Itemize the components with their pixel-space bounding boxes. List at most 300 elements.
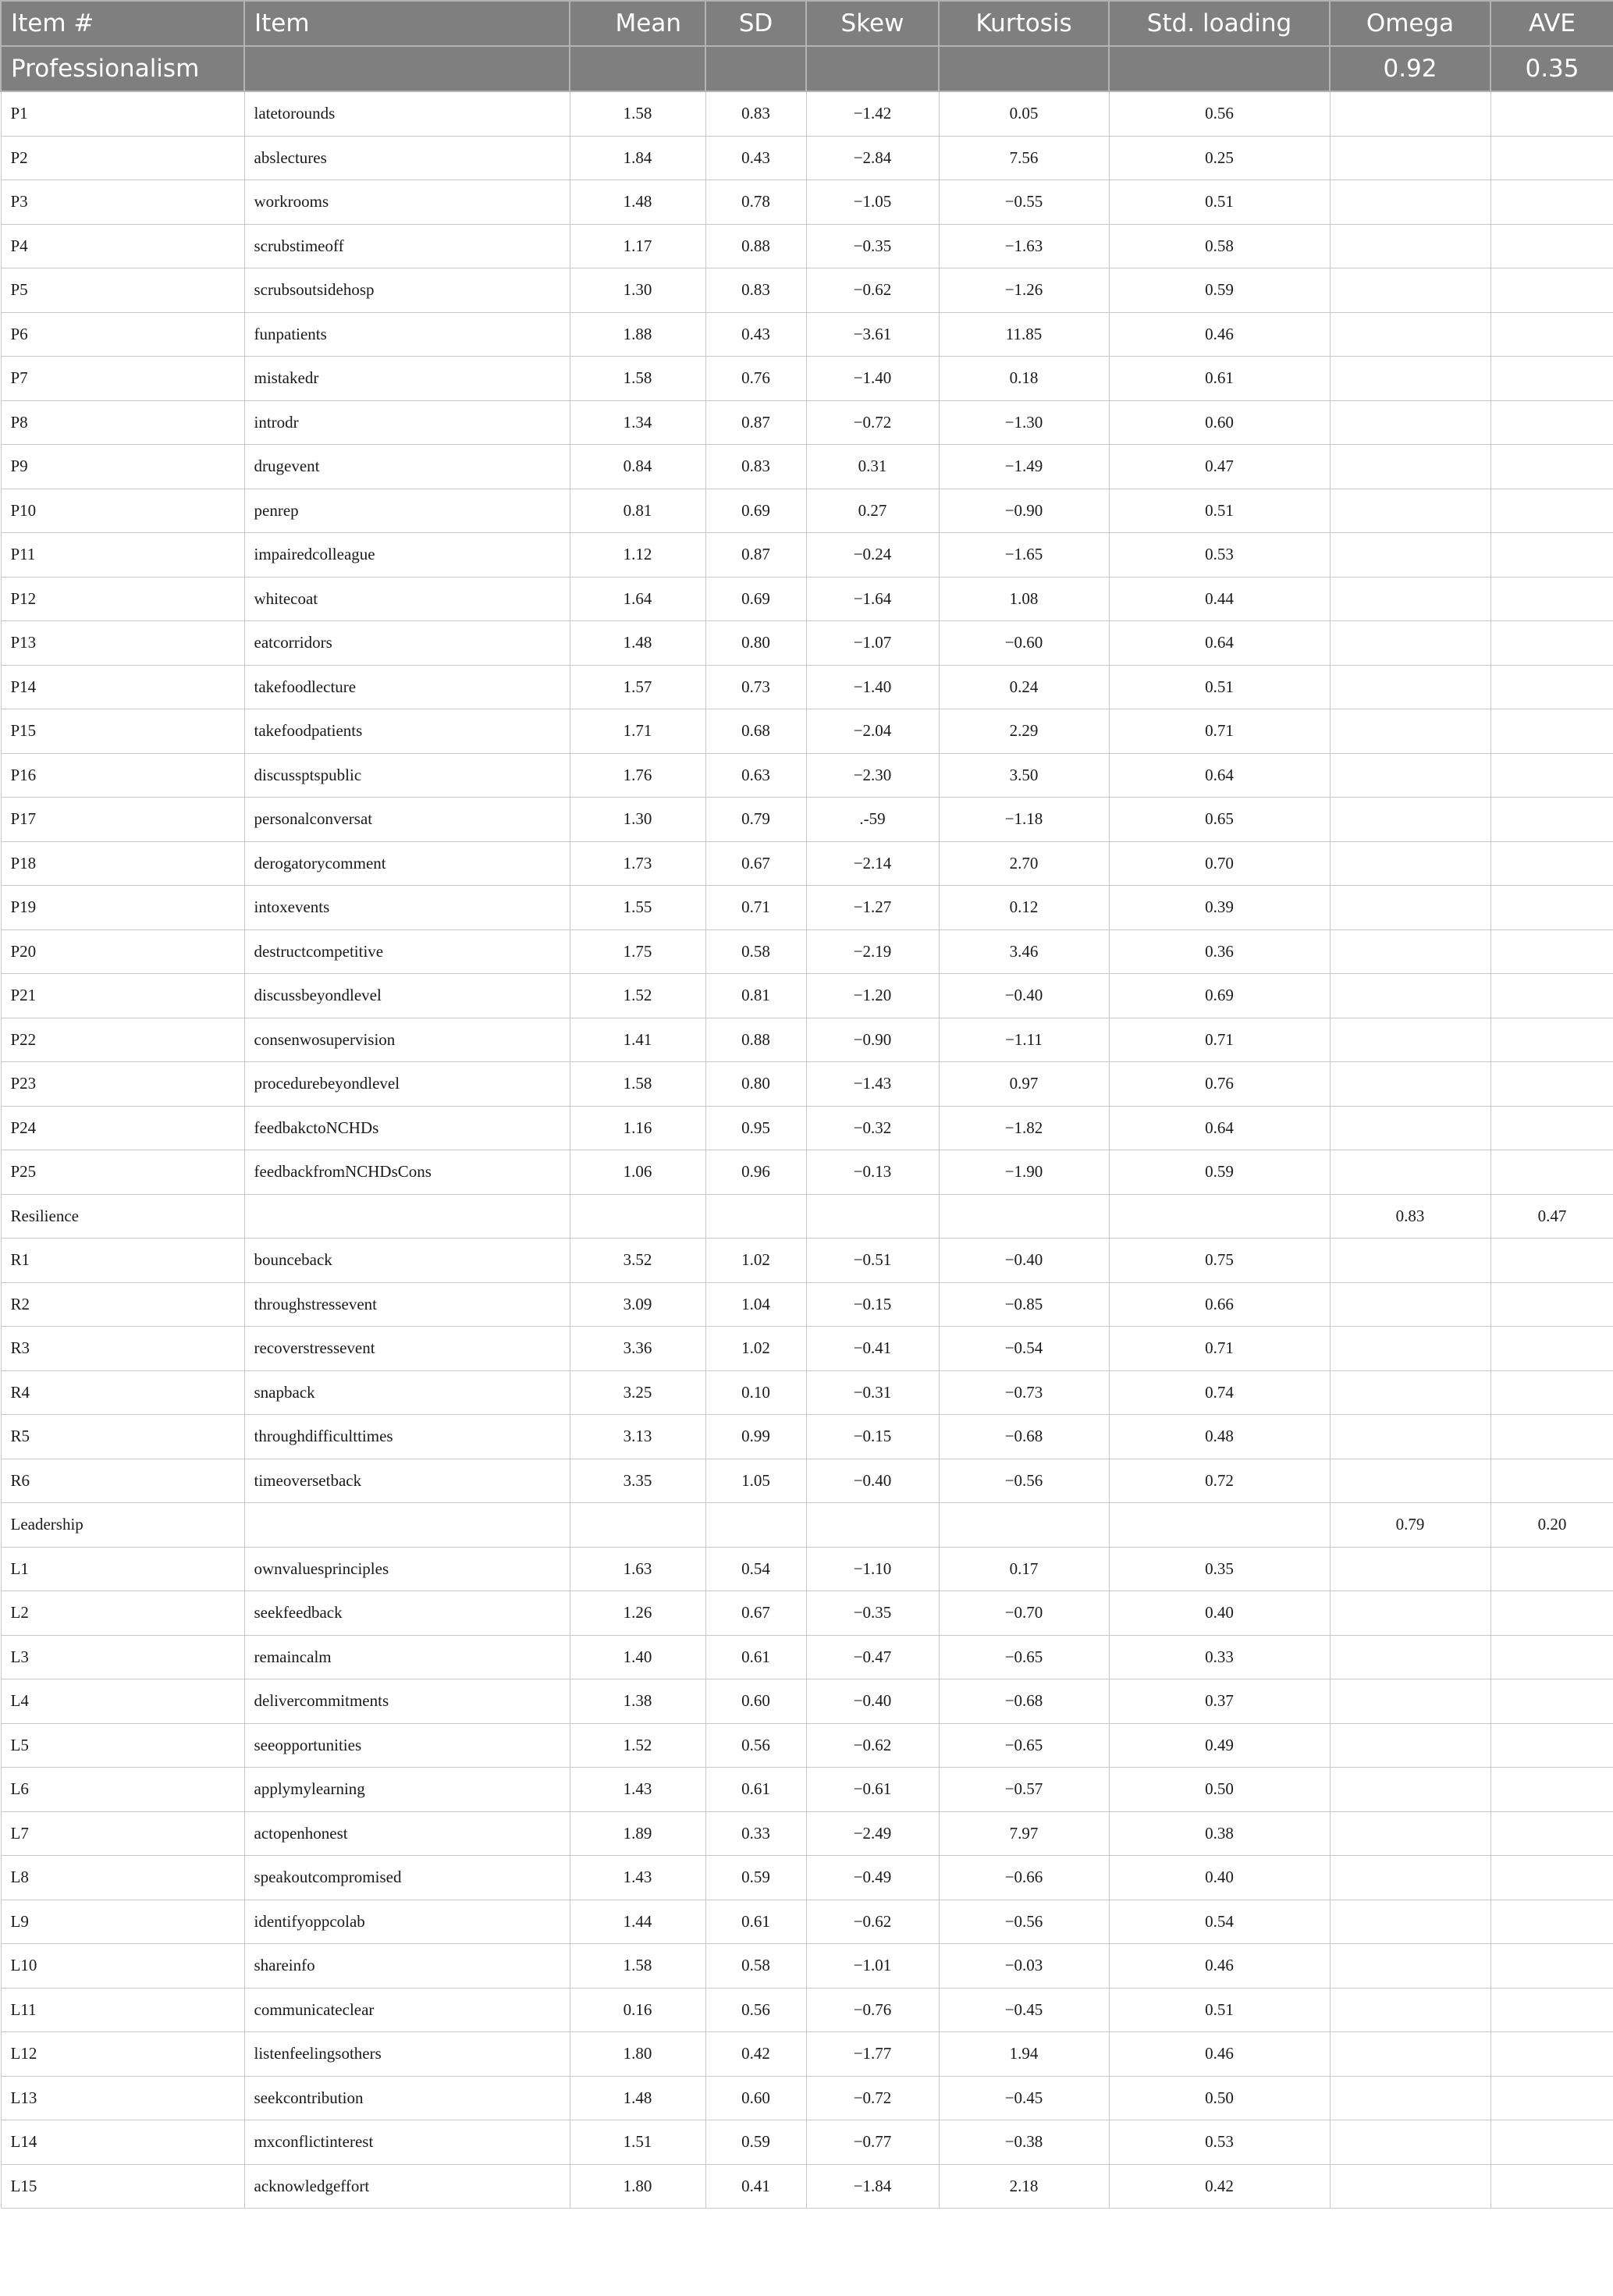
cell-std-loading: 0.33 (1109, 1635, 1330, 1679)
cell-omega (1330, 1900, 1490, 1944)
cell-ave (1490, 1900, 1613, 1944)
cell-mean (570, 1503, 705, 1548)
cell-sd: 0.69 (705, 577, 806, 621)
cell-skew: −0.40 (806, 1459, 939, 1503)
cell-sd: 0.87 (705, 533, 806, 578)
cell-ave (1490, 1768, 1613, 1812)
table-row (1, 357, 1613, 401)
cell-mean: 3.25 (570, 1370, 705, 1415)
cell-skew: −0.62 (806, 1900, 939, 1944)
cell-sd: 0.54 (705, 1547, 806, 1591)
cell-kurtosis: 2.70 (939, 841, 1109, 886)
cell-sd: 0.83 (705, 91, 806, 136)
header-item: Item (244, 1, 570, 46)
header-ave: AVE (1490, 1, 1613, 46)
cell-std-loading: 0.71 (1109, 709, 1330, 754)
cell-item-name: mxconflictinterest (244, 2120, 570, 2165)
cell-omega (1330, 1723, 1490, 1768)
cell-kurtosis: −0.55 (939, 180, 1109, 225)
cell-mean (570, 46, 705, 91)
cell-item-number: R4 (1, 1370, 244, 1415)
cell-omega (1330, 1547, 1490, 1591)
cell-item-name: shareinfo (244, 1944, 570, 1989)
cell-item-number: R6 (1, 1459, 244, 1503)
table-row (1, 709, 1613, 754)
cell-item-number: L10 (1, 1944, 244, 1989)
cell-omega (1330, 1591, 1490, 1636)
cell-omega (1330, 974, 1490, 1018)
cell-std-loading: 0.74 (1109, 1370, 1330, 1415)
cell-item-name: drugevent (244, 445, 570, 489)
cell-std-loading: 0.66 (1109, 1282, 1330, 1327)
cell-item-name: workrooms (244, 180, 570, 225)
cell-skew: −0.31 (806, 1370, 939, 1415)
cell-ave (1490, 533, 1613, 578)
cell-item-name: bounceback (244, 1239, 570, 1283)
cell-sd: 0.63 (705, 753, 806, 798)
cell-omega (1330, 91, 1490, 136)
cell-skew: −1.77 (806, 2032, 939, 2077)
cell-item-number: L14 (1, 2120, 244, 2165)
table-row (1, 974, 1613, 1018)
cell-skew: −0.76 (806, 1988, 939, 2032)
cell-kurtosis: 0.24 (939, 665, 1109, 709)
cell-ave (1490, 136, 1613, 180)
cell-omega (1330, 1635, 1490, 1679)
cell-item-name: communicateclear (244, 1988, 570, 2032)
cell-kurtosis: −0.57 (939, 1768, 1109, 1812)
cell-sd: 0.59 (705, 1856, 806, 1900)
cell-omega (1330, 1944, 1490, 1989)
cell-skew: −1.05 (806, 180, 939, 225)
cell-skew: −0.61 (806, 1768, 939, 1812)
table-row (1, 1239, 1613, 1283)
cell-kurtosis: −0.85 (939, 1282, 1109, 1327)
table-row (1, 445, 1613, 489)
cell-item-number: P15 (1, 709, 244, 754)
cell-std-loading: 0.61 (1109, 357, 1330, 401)
cell-mean: 1.34 (570, 400, 705, 445)
cell-ave (1490, 180, 1613, 225)
cell-mean: 3.09 (570, 1282, 705, 1327)
cell-mean: 1.80 (570, 2032, 705, 2077)
cell-std-loading: 0.46 (1109, 1944, 1330, 1989)
cell-ave (1490, 1856, 1613, 1900)
cell-item-number: L1 (1, 1547, 244, 1591)
cell-sd: 1.04 (705, 1282, 806, 1327)
cell-omega (1330, 1856, 1490, 1900)
cell-skew: −0.49 (806, 1856, 939, 1900)
cell-skew: −0.51 (806, 1239, 939, 1283)
cell-sd: 0.43 (705, 312, 806, 357)
cell-mean: 1.58 (570, 357, 705, 401)
table-row (1, 1327, 1613, 1371)
cell-ave (1490, 1239, 1613, 1283)
cell-omega (1330, 798, 1490, 842)
cell-std-loading: 0.40 (1109, 1591, 1330, 1636)
cell-std-loading: 0.39 (1109, 886, 1330, 930)
cell-std-loading (1109, 1194, 1330, 1239)
cell-item-name: timeoversetback (244, 1459, 570, 1503)
cell-item-name: throughstressevent (244, 1282, 570, 1327)
cell-kurtosis: −1.82 (939, 1106, 1109, 1150)
cell-ave (1490, 400, 1613, 445)
cell-kurtosis: −0.60 (939, 621, 1109, 666)
cell-sd: 0.61 (705, 1635, 806, 1679)
cell-kurtosis: 3.46 (939, 929, 1109, 974)
cell-item-number: P16 (1, 753, 244, 798)
cell-omega (1330, 1062, 1490, 1107)
cell-ave (1490, 841, 1613, 886)
cell-kurtosis: −0.03 (939, 1944, 1109, 1989)
table-row (1, 180, 1613, 225)
cell-std-loading: 0.72 (1109, 1459, 1330, 1503)
cell-omega (1330, 1811, 1490, 1856)
cell-item-name: feedbakctoNCHDs (244, 1106, 570, 1150)
cell-std-loading: 0.75 (1109, 1239, 1330, 1283)
cell-ave (1490, 91, 1613, 136)
cell-std-loading: 0.35 (1109, 1547, 1330, 1591)
cell-item-name (244, 1194, 570, 1239)
cell-ave (1490, 1547, 1613, 1591)
table-row (1, 1679, 1613, 1724)
cell-std-loading: 0.69 (1109, 974, 1330, 1018)
cell-skew: −0.90 (806, 1018, 939, 1062)
cell-mean: 1.84 (570, 136, 705, 180)
cell-item-name: eatcorridors (244, 621, 570, 666)
cell-sd: 1.05 (705, 1459, 806, 1503)
cell-kurtosis: 1.94 (939, 2032, 1109, 2077)
cell-omega (1330, 2076, 1490, 2120)
cell-item-number: P2 (1, 136, 244, 180)
cell-sd: 0.60 (705, 1679, 806, 1724)
cell-skew: −2.84 (806, 136, 939, 180)
table-row (1, 1370, 1613, 1415)
cell-mean: 1.17 (570, 224, 705, 268)
cell-ave (1490, 1150, 1613, 1195)
table-row (1, 1768, 1613, 1812)
cell-skew: −0.77 (806, 2120, 939, 2165)
cell-mean: 1.58 (570, 1062, 705, 1107)
cell-ave (1490, 1944, 1613, 1989)
cell-std-loading: 0.51 (1109, 489, 1330, 533)
cell-item-number: Professionalism (1, 46, 244, 91)
table-row (1, 400, 1613, 445)
cell-item-number: L13 (1, 2076, 244, 2120)
table-row (1, 2120, 1613, 2165)
cell-std-loading: 0.37 (1109, 1679, 1330, 1724)
cell-ave (1490, 2164, 1613, 2209)
cell-ave (1490, 2120, 1613, 2165)
cell-item-number: P12 (1, 577, 244, 621)
cell-kurtosis: −0.73 (939, 1370, 1109, 1415)
cell-std-loading: 0.65 (1109, 798, 1330, 842)
cell-ave (1490, 929, 1613, 974)
cell-item-number: P7 (1, 357, 244, 401)
cell-sd: 0.43 (705, 136, 806, 180)
cell-ave (1490, 1988, 1613, 2032)
cell-std-loading: 0.71 (1109, 1018, 1330, 1062)
cell-skew (806, 1194, 939, 1239)
cell-item-name: mistakedr (244, 357, 570, 401)
cell-item-number: P14 (1, 665, 244, 709)
cell-sd: 0.95 (705, 1106, 806, 1150)
table-row (1, 91, 1613, 136)
cell-item-name (244, 46, 570, 91)
table-row (1, 1106, 1613, 1150)
cell-kurtosis: −0.56 (939, 1459, 1109, 1503)
cell-skew: −0.35 (806, 1591, 939, 1636)
cell-skew: −0.24 (806, 533, 939, 578)
cell-std-loading: 0.51 (1109, 180, 1330, 225)
header-sd: SD (705, 1, 806, 46)
cell-mean: 0.81 (570, 489, 705, 533)
cell-item-number: L2 (1, 1591, 244, 1636)
cell-kurtosis: −1.49 (939, 445, 1109, 489)
cell-sd: 0.41 (705, 2164, 806, 2209)
cell-sd (705, 46, 806, 91)
cell-sd: 0.56 (705, 1723, 806, 1768)
cell-skew: −0.47 (806, 1635, 939, 1679)
cell-std-loading: 0.51 (1109, 1988, 1330, 2032)
table-row (1, 1635, 1613, 1679)
cell-ave (1490, 357, 1613, 401)
cell-mean: 1.73 (570, 841, 705, 886)
section-header-row (1, 46, 1613, 91)
cell-std-loading: 0.64 (1109, 621, 1330, 666)
cell-skew: −0.13 (806, 1150, 939, 1195)
cell-item-name: applymylearning (244, 1768, 570, 1812)
cell-mean: 0.84 (570, 445, 705, 489)
cell-std-loading (1109, 46, 1330, 91)
cell-ave (1490, 1811, 1613, 1856)
cell-std-loading: 0.56 (1109, 91, 1330, 136)
cell-omega (1330, 533, 1490, 578)
cell-item-name: discussptspublic (244, 753, 570, 798)
cell-kurtosis: −1.11 (939, 1018, 1109, 1062)
cell-item-name: acknowledgeffort (244, 2164, 570, 2209)
cell-item-name: personalconversat (244, 798, 570, 842)
table-row (1, 1415, 1613, 1459)
cell-kurtosis: −1.26 (939, 268, 1109, 313)
cell-sd: 0.88 (705, 1018, 806, 1062)
cell-mean: 0.16 (570, 1988, 705, 2032)
cell-sd: 0.10 (705, 1370, 806, 1415)
cell-std-loading: 0.38 (1109, 1811, 1330, 1856)
cell-omega (1330, 1768, 1490, 1812)
cell-skew: −2.30 (806, 753, 939, 798)
cell-omega (1330, 357, 1490, 401)
cell-item-name: latetorounds (244, 91, 570, 136)
cell-std-loading: 0.42 (1109, 2164, 1330, 2209)
cell-item-number: Resilience (1, 1194, 244, 1239)
cell-item-name: penrep (244, 489, 570, 533)
cell-std-loading: 0.25 (1109, 136, 1330, 180)
cell-mean: 3.13 (570, 1415, 705, 1459)
cell-ave (1490, 1459, 1613, 1503)
cell-mean: 1.52 (570, 1723, 705, 1768)
cell-omega (1330, 1018, 1490, 1062)
cell-sd: 0.79 (705, 798, 806, 842)
cell-sd: 0.73 (705, 665, 806, 709)
table-row (1, 1062, 1613, 1107)
section-header-row (1, 1503, 1613, 1548)
cell-sd: 0.61 (705, 1768, 806, 1812)
cell-ave (1490, 1679, 1613, 1724)
cell-omega (1330, 1239, 1490, 1283)
table-row (1, 1944, 1613, 1989)
cell-omega (1330, 136, 1490, 180)
cell-skew: −0.32 (806, 1106, 939, 1150)
cell-std-loading: 0.70 (1109, 841, 1330, 886)
cell-kurtosis: −0.40 (939, 974, 1109, 1018)
cell-omega (1330, 1679, 1490, 1724)
cell-std-loading: 0.71 (1109, 1327, 1330, 1371)
cell-sd (705, 1194, 806, 1239)
cell-item-number: P3 (1, 180, 244, 225)
cell-sd: 0.69 (705, 489, 806, 533)
cell-mean: 1.48 (570, 621, 705, 666)
cell-kurtosis: −0.70 (939, 1591, 1109, 1636)
cell-sd: 0.81 (705, 974, 806, 1018)
cell-item-number: L11 (1, 1988, 244, 2032)
cell-item-name: takefoodlecture (244, 665, 570, 709)
cell-sd: 0.67 (705, 1591, 806, 1636)
cell-skew: −1.40 (806, 357, 939, 401)
cell-skew: −1.84 (806, 2164, 939, 2209)
cell-kurtosis: −0.68 (939, 1679, 1109, 1724)
cell-item-number: P1 (1, 91, 244, 136)
table-row (1, 1547, 1613, 1591)
cell-mean: 1.30 (570, 268, 705, 313)
cell-omega (1330, 1415, 1490, 1459)
cell-ave (1490, 1062, 1613, 1107)
cell-omega (1330, 1459, 1490, 1503)
cell-mean: 1.88 (570, 312, 705, 357)
cell-omega (1330, 2032, 1490, 2077)
cell-omega (1330, 1988, 1490, 2032)
cell-mean: 1.41 (570, 1018, 705, 1062)
cell-kurtosis: 7.56 (939, 136, 1109, 180)
cell-mean: 1.57 (570, 665, 705, 709)
cell-item-name: impairedcolleague (244, 533, 570, 578)
cell-kurtosis: −0.66 (939, 1856, 1109, 1900)
table-row (1, 2076, 1613, 2120)
cell-ave (1490, 1591, 1613, 1636)
cell-mean: 1.12 (570, 533, 705, 578)
cell-kurtosis: 1.08 (939, 577, 1109, 621)
cell-ave (1490, 1106, 1613, 1150)
header-kurtosis: Kurtosis (939, 1, 1109, 46)
cell-item-number: R5 (1, 1415, 244, 1459)
table-row (1, 1856, 1613, 1900)
cell-omega (1330, 1282, 1490, 1327)
table-row (1, 136, 1613, 180)
cell-kurtosis: 0.05 (939, 91, 1109, 136)
header-row (1, 1, 1613, 46)
cell-sd: 0.59 (705, 2120, 806, 2165)
cell-item-number: L7 (1, 1811, 244, 1856)
cell-item-name: snapback (244, 1370, 570, 1415)
cell-ave (1490, 2032, 1613, 2077)
cell-mean: 1.38 (570, 1679, 705, 1724)
cell-item-name: abslectures (244, 136, 570, 180)
cell-item-number: R1 (1, 1239, 244, 1283)
table-row (1, 1811, 1613, 1856)
cell-mean: 3.52 (570, 1239, 705, 1283)
table-row (1, 2164, 1613, 2209)
cell-skew: −1.27 (806, 886, 939, 930)
cell-item-name (244, 1503, 570, 1548)
cell-skew: −0.40 (806, 1679, 939, 1724)
cell-item-number: P23 (1, 1062, 244, 1107)
cell-omega: 0.92 (1330, 46, 1490, 91)
cell-ave: 0.35 (1490, 46, 1613, 91)
cell-omega (1330, 1106, 1490, 1150)
cell-mean: 1.40 (570, 1635, 705, 1679)
cell-sd: 0.56 (705, 1988, 806, 2032)
cell-mean: 1.44 (570, 1900, 705, 1944)
table-row (1, 753, 1613, 798)
cell-kurtosis: 7.97 (939, 1811, 1109, 1856)
cell-mean: 1.76 (570, 753, 705, 798)
cell-item-name: scrubstimeoff (244, 224, 570, 268)
cell-item-number: P20 (1, 929, 244, 974)
cell-std-loading (1109, 1503, 1330, 1548)
cell-std-loading: 0.51 (1109, 665, 1330, 709)
cell-ave (1490, 1282, 1613, 1327)
cell-sd: 0.88 (705, 224, 806, 268)
cell-item-number: P9 (1, 445, 244, 489)
cell-item-number: L9 (1, 1900, 244, 1944)
cell-item-name: listenfeelingsothers (244, 2032, 570, 2077)
cell-item-name: seekfeedback (244, 1591, 570, 1636)
cell-sd: 0.76 (705, 357, 806, 401)
cell-item-name: actopenhonest (244, 1811, 570, 1856)
cell-mean: 1.52 (570, 974, 705, 1018)
cell-skew: −0.35 (806, 224, 939, 268)
cell-omega (1330, 268, 1490, 313)
cell-sd: 0.80 (705, 1062, 806, 1107)
cell-std-loading: 0.59 (1109, 1150, 1330, 1195)
cell-omega (1330, 1370, 1490, 1415)
cell-std-loading: 0.50 (1109, 1768, 1330, 1812)
cell-sd: 0.96 (705, 1150, 806, 1195)
cell-sd: 1.02 (705, 1327, 806, 1371)
cell-sd: 0.33 (705, 1811, 806, 1856)
cell-item-number: L5 (1, 1723, 244, 1768)
cell-sd: 0.58 (705, 929, 806, 974)
cell-kurtosis: 0.97 (939, 1062, 1109, 1107)
cell-mean: 3.36 (570, 1327, 705, 1371)
cell-item-number: L15 (1, 2164, 244, 2209)
cell-std-loading: 0.44 (1109, 577, 1330, 621)
cell-item-name: scrubsoutsidehosp (244, 268, 570, 313)
cell-item-name: discussbeyondlevel (244, 974, 570, 1018)
table-row (1, 1723, 1613, 1768)
table-row (1, 268, 1613, 313)
cell-skew: −1.01 (806, 1944, 939, 1989)
cell-item-name: ownvaluesprinciples (244, 1547, 570, 1591)
cell-omega: 0.79 (1330, 1503, 1490, 1548)
cell-ave (1490, 709, 1613, 754)
table-row (1, 841, 1613, 886)
cell-sd: 0.78 (705, 180, 806, 225)
cell-mean: 1.30 (570, 798, 705, 842)
cell-skew: −2.19 (806, 929, 939, 974)
cell-skew: −1.10 (806, 1547, 939, 1591)
cell-sd: 0.68 (705, 709, 806, 754)
